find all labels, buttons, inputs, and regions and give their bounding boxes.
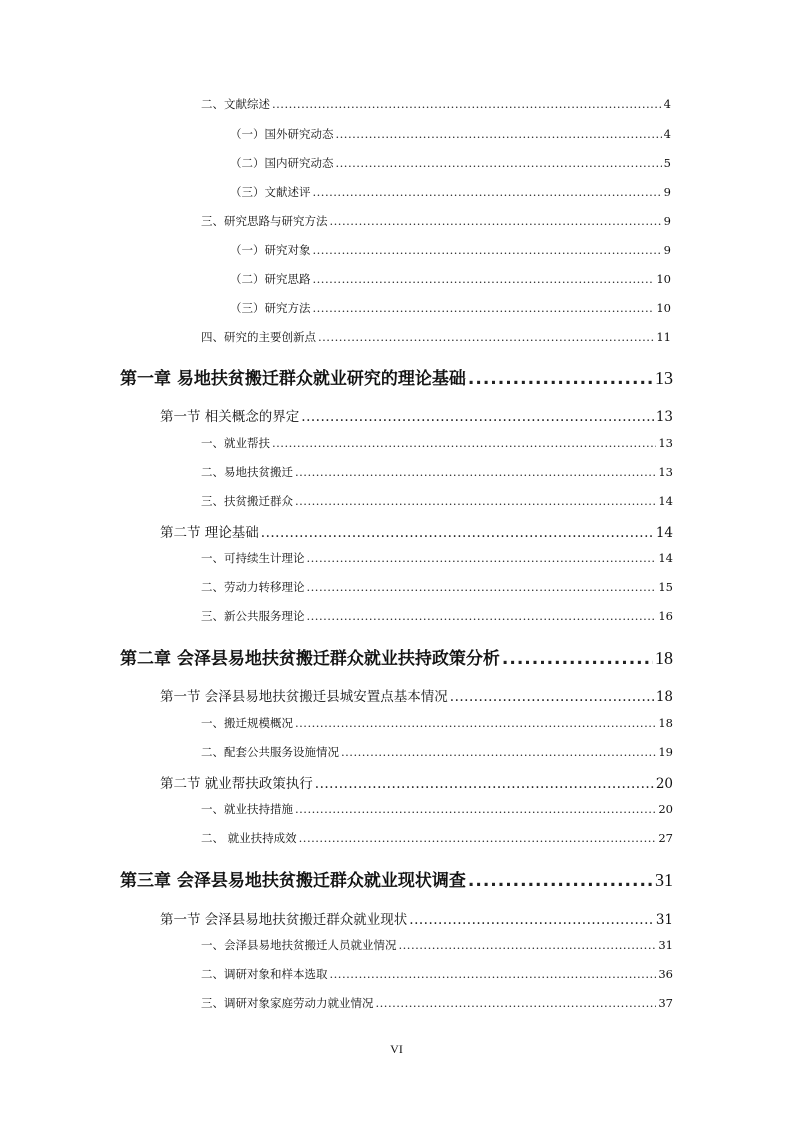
toc-entry-title: 第一节 会泽县易地扶贫搬迁群众就业现状 xyxy=(160,912,408,928)
toc-entry-page: 18 xyxy=(655,689,673,705)
toc-entry[interactable] xyxy=(160,405,673,425)
toc-entry-page: 10 xyxy=(656,301,671,315)
toc-entry-page: 16 xyxy=(658,609,673,623)
toc-entry-page: 18 xyxy=(658,716,673,730)
toc-entry[interactable] xyxy=(230,155,671,171)
toc-entry-page: 37 xyxy=(658,996,673,1010)
toc-entry[interactable] xyxy=(201,801,673,817)
toc-leader-dots xyxy=(318,330,654,344)
toc-entry-page: 9 xyxy=(663,185,671,199)
toc-entry[interactable] xyxy=(160,685,673,705)
toc-entry-title: 第二章 会泽县易地扶贫搬迁群众就业扶持政策分析 xyxy=(120,649,500,669)
toc-entry-page: 13 xyxy=(655,368,673,388)
toc-leader-dots xyxy=(330,214,662,228)
toc-leader-dots xyxy=(299,831,657,845)
toc-leader-dots xyxy=(313,185,662,199)
toc-leader-dots xyxy=(295,716,656,730)
toc-entry-page: 13 xyxy=(658,465,673,479)
toc-entry[interactable] xyxy=(160,908,673,928)
toc-entry-page: 14 xyxy=(655,525,673,541)
toc-entry-title: （一）研究对象 xyxy=(230,243,311,257)
toc-entry-title: 第一节 会泽县易地扶贫搬迁县城安置点基本情况 xyxy=(160,689,448,705)
toc-entry[interactable] xyxy=(201,830,673,846)
toc-entry-title: 第二节 理论基础 xyxy=(160,525,259,541)
toc-entry-page: 4 xyxy=(663,127,671,141)
toc-entry[interactable] xyxy=(201,550,673,566)
toc-leader-dots xyxy=(301,409,654,425)
toc-entry-title: 三、新公共服务理论 xyxy=(201,609,305,623)
toc-leader-dots xyxy=(313,272,655,286)
toc-entry[interactable] xyxy=(160,772,673,792)
toc-entry-title: 一、可持续生计理论 xyxy=(201,551,305,565)
toc-entry-title: 二、配套公共服务设施情况 xyxy=(201,745,339,759)
toc-entry-title: 二、劳动力转移理论 xyxy=(201,580,305,594)
toc-leader-dots xyxy=(341,745,656,759)
toc-leader-dots xyxy=(336,156,662,170)
toc-entry-page: 31 xyxy=(658,938,673,952)
toc-entry-title: 第二节 就业帮扶政策执行 xyxy=(160,776,313,792)
toc-entry[interactable] xyxy=(201,579,673,595)
toc-entry-title: 第三章 会泽县易地扶贫搬迁群众就业现状调查 xyxy=(120,871,466,891)
toc-leader-dots xyxy=(295,802,656,816)
toc-entry-page: 9 xyxy=(663,243,671,257)
toc-entry-page: 31 xyxy=(655,870,673,890)
toc-entry-title: （一）国外研究动态 xyxy=(230,127,334,141)
toc-entry-page: 27 xyxy=(658,831,673,845)
toc-entry-title: 二、 就业扶持成效 xyxy=(201,831,297,845)
toc-entry-page: 13 xyxy=(658,436,673,450)
toc-entry-page: 14 xyxy=(658,494,673,508)
toc-entry[interactable] xyxy=(201,715,673,731)
toc-entry-title: 三、扶贫搬迁群众 xyxy=(201,494,293,508)
toc-entry-title: 二、调研对象和样本选取 xyxy=(201,967,328,981)
toc-entry-page: 19 xyxy=(658,745,673,759)
toc-entry-title: 一、就业帮扶 xyxy=(201,436,270,450)
toc-entry[interactable] xyxy=(201,464,673,480)
toc-entry[interactable] xyxy=(230,271,671,287)
toc-entry-title: 三、调研对象家庭劳动力就业情况 xyxy=(201,996,374,1010)
toc-entry-page: 36 xyxy=(658,967,673,981)
toc-entry-title: 四、研究的主要创新点 xyxy=(201,330,316,344)
toc-entry-title: 二、文献综述 xyxy=(201,97,270,111)
toc-leader-dots xyxy=(330,967,657,981)
toc-entry-title: 一、搬迁规模概况 xyxy=(201,716,293,730)
toc-entry[interactable] xyxy=(201,937,673,953)
toc-entry[interactable] xyxy=(230,242,671,258)
toc-entry[interactable] xyxy=(201,96,671,112)
toc-entry[interactable] xyxy=(201,966,673,982)
page-number: VI xyxy=(390,1042,403,1056)
toc-entry-page: 18 xyxy=(655,648,673,668)
toc-entry[interactable] xyxy=(201,493,673,509)
toc-entry[interactable] xyxy=(230,300,671,316)
toc-entry-title: （三）研究方法 xyxy=(230,301,311,315)
toc-entry-title: （二）国内研究动态 xyxy=(230,156,334,170)
toc-leader-dots xyxy=(295,465,656,479)
toc-entry-page: 14 xyxy=(658,551,673,565)
toc-leader-dots xyxy=(468,871,653,891)
toc-entry-title: 一、就业扶持措施 xyxy=(201,802,293,816)
toc-entry[interactable] xyxy=(230,126,671,142)
toc-leader-dots xyxy=(315,776,654,792)
toc-leader-dots xyxy=(450,689,654,705)
toc-leader-dots xyxy=(295,494,656,508)
toc-entry[interactable] xyxy=(230,184,671,200)
toc-entry-page: 15 xyxy=(658,580,673,594)
toc-leader-dots xyxy=(502,649,653,669)
toc-entry-page: 4 xyxy=(663,97,671,111)
toc-leader-dots xyxy=(409,912,654,928)
toc-entry-page: 11 xyxy=(656,330,671,344)
toc-entry-title: 三、研究思路与研究方法 xyxy=(201,214,328,228)
toc-leader-dots xyxy=(272,97,662,111)
toc-leader-dots xyxy=(272,436,656,450)
toc-entry[interactable] xyxy=(120,364,673,389)
toc-leader-dots xyxy=(307,551,657,565)
toc-entry-page: 20 xyxy=(655,776,673,792)
toc-entry[interactable] xyxy=(120,866,673,891)
toc-leader-dots xyxy=(399,938,657,952)
toc-entry-page: 20 xyxy=(658,802,673,816)
toc-leader-dots xyxy=(468,369,653,389)
toc-entry[interactable] xyxy=(201,329,671,345)
toc-entry[interactable] xyxy=(160,521,673,541)
toc-leader-dots xyxy=(313,243,662,257)
toc-entry-page: 31 xyxy=(655,912,673,928)
toc-entry-title: 第一章 易地扶贫搬迁群众就业研究的理论基础 xyxy=(120,369,466,389)
toc-entry-title: （三）文献述评 xyxy=(230,185,311,199)
toc-entry[interactable] xyxy=(201,435,673,451)
toc-entry-page: 10 xyxy=(656,272,671,286)
toc-entry[interactable] xyxy=(201,608,673,624)
toc-leader-dots xyxy=(307,580,657,594)
toc-entry-title: 第一节 相关概念的界定 xyxy=(160,409,300,425)
toc-leader-dots xyxy=(376,996,657,1010)
toc-entry-title: 二、易地扶贫搬迁 xyxy=(201,465,293,479)
toc-entry[interactable] xyxy=(201,213,671,229)
toc-entry[interactable] xyxy=(201,744,673,760)
toc-entry-title: 一、会泽县易地扶贫搬迁人员就业情况 xyxy=(201,938,397,952)
toc-entry[interactable] xyxy=(120,644,673,669)
toc-entry-title: （二）研究思路 xyxy=(230,272,311,286)
toc-entry-page: 9 xyxy=(663,214,671,228)
toc-leader-dots xyxy=(313,301,655,315)
toc-leader-dots xyxy=(307,609,657,623)
toc-entry-page: 5 xyxy=(663,156,671,170)
toc-entry[interactable] xyxy=(201,995,673,1011)
toc-leader-dots xyxy=(336,127,662,141)
toc-leader-dots xyxy=(261,525,654,541)
toc-entry-page: 13 xyxy=(655,409,673,425)
